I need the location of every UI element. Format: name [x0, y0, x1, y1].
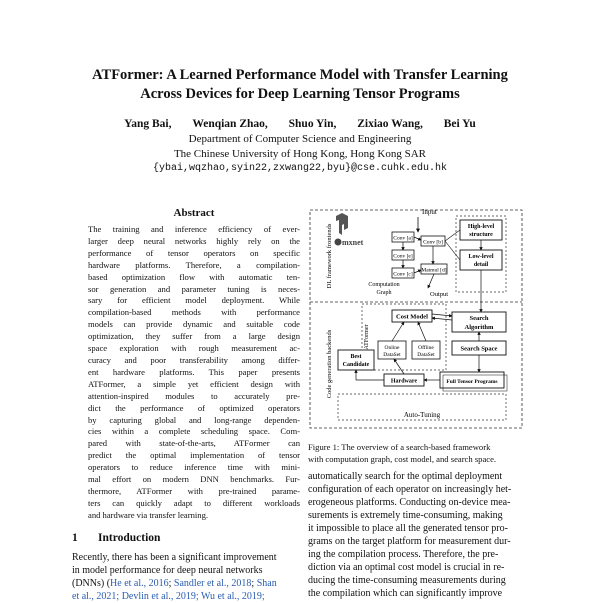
abstract-line: predict the optimal implementation of tensor: [88, 450, 300, 461]
auto-tuning-label: Auto-Tuning: [403, 411, 441, 419]
node-conv-e-label: Conv [e]: [393, 253, 413, 260]
mxnet-logo-text: mxnet: [342, 238, 364, 247]
abstract-body: [88, 224, 300, 522]
dl-frameworks-label: DL framework frontends: [326, 223, 333, 289]
citation-link[interactable]: Shan: [256, 578, 277, 589]
abstract-line: larger deep neural networks highly rely on the: [88, 235, 300, 246]
abstract-line: mal effort on modern DNN benchmarks. Fur-: [88, 474, 300, 485]
section-number: 1: [72, 532, 78, 544]
abstract-line: space exploration with rough measurement ac-: [88, 343, 300, 354]
abstract-line: thermore, ATFormer with pre-trained parame-: [88, 485, 300, 496]
node-conv-b-label: Conv [b]: [423, 239, 443, 246]
body-line: automatically search for the optimal deployment: [308, 471, 503, 482]
author: Zixiao Wang,: [357, 118, 423, 130]
cost-model-label: Cost Model: [396, 313, 428, 321]
affiliation-department: Department of Computer Science and Engineering: [188, 133, 412, 145]
abstract-line: hardware platforms. Therefore, a compilation-: [88, 259, 300, 270]
computation-label: Computation: [368, 282, 400, 288]
abstract-line: curacy and poor transferability among differ-: [88, 354, 300, 365]
citation-link[interactable]: He et al., 2016: [110, 578, 169, 589]
node-conv-a-label: Conv [a]: [393, 235, 413, 242]
abstract-line: attention-inspired modules to accurately pre-: [88, 390, 300, 401]
high-level-label-1: High-level: [467, 224, 495, 230]
caption-line: Figure 1: The overview of a search-based framework: [308, 442, 491, 452]
body-line: erogeneous platforms. Conducting on-device mea-: [308, 497, 511, 508]
abstract-line: ent hardware platforms. This paper presents: [88, 366, 300, 377]
abstract-line: compilation-based methods with performance: [88, 307, 300, 318]
online-dataset-label-2: DataSet: [383, 352, 401, 358]
abstract-line: based optimization flow with automatic ten-: [88, 271, 300, 282]
body-line: the compilation which can significantly improve: [308, 588, 503, 599]
abstract-line: models can provide dynamic and suitable code: [88, 319, 300, 330]
abstract-line: operators to reduce inference time with mini-: [88, 462, 300, 473]
offline-dataset-label-2: DataSet: [417, 352, 435, 358]
affiliation-university: The Chinese University of Hong Kong, Hong Kong SAR: [173, 148, 427, 160]
author-emails: {ybai,wqzhao,syin22,zxwang22,byu}@cse.cuhk.edu.hk: [152, 163, 448, 174]
author-list: [40, 118, 560, 130]
codegen-label: Code generation backends: [326, 329, 333, 399]
abstract-line: ATFormer, a simple yet efficient design with: [88, 378, 300, 389]
mxnet-logo-icon: [335, 238, 364, 247]
tensorflow-logo-icon: [336, 213, 348, 235]
author: Wenqian Zhao,: [192, 118, 268, 130]
figure-overview-diagram: [304, 204, 532, 436]
introduction-body: [72, 551, 300, 603]
body-line: configuration of each operator on increasingly het-: [308, 484, 512, 495]
abstract-line: dict the performance of optimized operators: [88, 402, 300, 413]
intro-line: Recently, there has been a significant improvement: [72, 552, 277, 563]
atformer-label: ATFormer: [364, 324, 370, 350]
abstract-line: and hardware via transfer learning.: [88, 509, 209, 520]
author: Shuo Yin,: [288, 118, 337, 130]
abstract-line: performance of tensor operators on specific: [88, 247, 300, 258]
body-line: ing the compilation process. Therefore, the pre-: [308, 549, 499, 560]
body-line: ducing the time-consuming measurements during: [308, 575, 506, 586]
intro-text-fragment: (DNNs) (: [72, 578, 111, 589]
best-candidate-label-2: Candidate: [342, 362, 370, 368]
section-title: Introduction: [98, 532, 161, 544]
intro-line: (DNNs) (He et al., 2016; Sandler et al., 2018; Shan: [72, 578, 277, 589]
low-level-label-1: Low-level: [468, 254, 494, 260]
node-conv-c-label: Conv [c]: [393, 271, 413, 278]
output-label: Output: [430, 291, 449, 298]
abstract-line: sary for efficient model deployment. While: [88, 295, 300, 306]
author: Yang Bai,: [124, 118, 172, 130]
low-level-label-2: detail: [473, 262, 489, 268]
abstract-line: pared with state-of-the-arts, ATFormer can: [88, 438, 300, 449]
full-tensor-programs-label: Full Tensor Programs: [446, 379, 498, 385]
body-line: surements is extremely time-consuming, making: [308, 510, 503, 521]
graph-label: Graph: [376, 290, 392, 296]
section-heading-introduction: [72, 532, 160, 544]
best-candidate-label-1: Best: [350, 354, 362, 360]
hardware-label: Hardware: [390, 378, 418, 385]
body-line: grams on the target platform for measurement dur-: [308, 536, 511, 547]
intro-line: in model performance for deep neural networks: [72, 565, 263, 576]
figure-caption: [308, 442, 530, 465]
abstract-line: optimization, they suffer from a large design: [88, 331, 300, 342]
citation-link[interactable]: Sandler et al., 2018: [173, 578, 252, 589]
abstract-line: sor generation and parameter tuning is neces-: [88, 283, 300, 294]
author: Bei Yu: [443, 118, 476, 130]
search-algorithm-label-2: Algorithm: [464, 324, 494, 331]
node-matmul-d-label: Matmul [d]: [421, 267, 447, 274]
paper-title: [40, 66, 560, 104]
body-line: it impossible to place all the generated tensor pro-: [308, 523, 508, 534]
title-line-1: ATFormer: A Learned Performance Model with Transfer Learning: [92, 67, 508, 83]
right-column-body: [308, 470, 530, 600]
body-line: diction via an optimal cost model is crucial in re-: [308, 562, 505, 573]
abstract-heading: Abstract: [173, 207, 215, 219]
offline-dataset-label-1: Offline: [418, 345, 434, 351]
search-algorithm-label-1: Search: [469, 315, 489, 322]
abstract-line: by capturing global and long-range dependen-: [88, 414, 300, 425]
online-dataset-label-1: Online: [384, 345, 400, 351]
high-level-label-2: structure: [469, 232, 493, 238]
abstract-line: The training and inference efficiency of ever-: [88, 224, 300, 234]
abstract-line: cies within a complete scheduling space. Com-: [88, 426, 300, 437]
caption-line: with computation graph, cost model, and search space.: [308, 453, 497, 464]
title-line-2: Across Devices for Deep Learning Tensor Programs: [140, 86, 460, 102]
abstract-line: ters can quickly adapt to different workloads: [88, 497, 300, 508]
search-space-label: Search Space: [460, 345, 498, 353]
intro-line: et al., 2021; Devlin et al., 2019; Wu et al., 2019;: [72, 591, 265, 602]
input-label: Input: [422, 208, 437, 216]
